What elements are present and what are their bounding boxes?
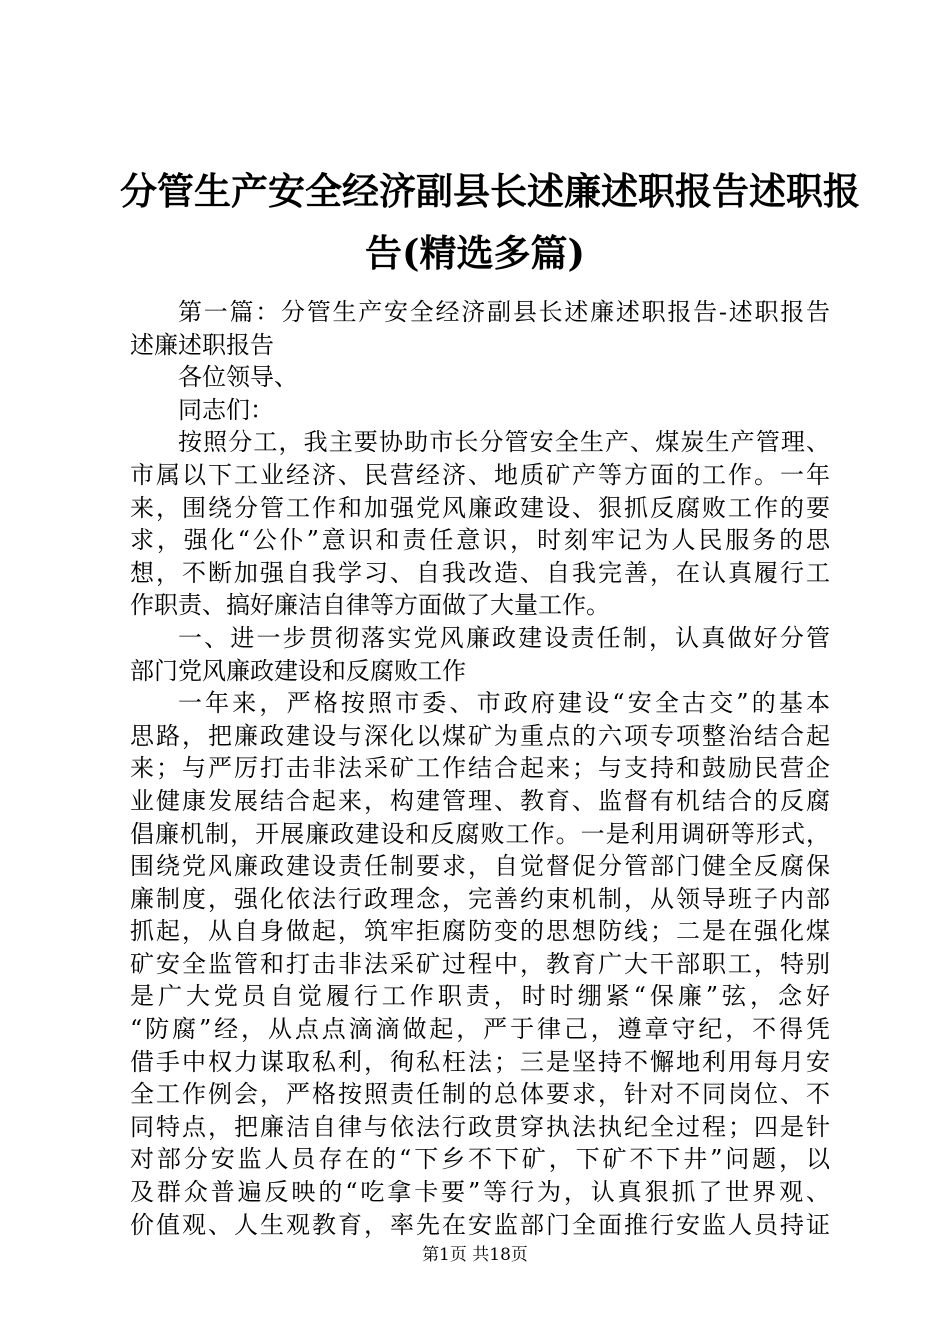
body-line: 矿安全监管和打击非法采矿过程中，教育广大干部职工，特别 bbox=[130, 949, 830, 978]
body-line: 来，围绕分管工作和加强党风廉政建设、狠抓反腐败工作的要 bbox=[130, 493, 830, 522]
body-line: 求，强化“公仆”意识和责任意识，时刻牢记为人民服务的思 bbox=[130, 526, 830, 555]
body-line: 是广大党员自觉履行工作职责，时时绷紧“保廉”弦，念好 bbox=[130, 982, 830, 1011]
body-line: “防腐”经，从点点滴滴做起，严于律己，遵章守纪，不得凭 bbox=[130, 1015, 830, 1044]
body-line: 借手中权力谋取私利，徇私枉法；三是坚持不懈地利用每月安 bbox=[130, 1047, 830, 1076]
page-footer: 第1页 共18页 bbox=[422, 1245, 528, 1265]
body-line: 同特点，把廉洁自律与依法行政贯穿执法执纪全过程；四是针 bbox=[130, 1112, 830, 1141]
body-line: 各位领导、 bbox=[178, 363, 298, 392]
body-line: 想，不断加强自我学习、自我改造、自我完善，在认真履行工 bbox=[130, 558, 830, 587]
body-line: 述廉述职报告 bbox=[130, 330, 274, 359]
body-line: 按照分工，我主要协助市长分管安全生产、煤炭生产管理、 bbox=[178, 428, 830, 457]
body-line: 一年来，严格按照市委、市政府建设“安全古交”的基本 bbox=[178, 689, 830, 718]
document-body bbox=[130, 296, 830, 1241]
body-line: 来；与严厉打击非法采矿工作结合起来；与支持和鼓励民营企 bbox=[130, 754, 830, 783]
body-line: 业健康发展结合起来，构建管理、教育、监督有机结合的反腐 bbox=[130, 786, 830, 815]
body-line: 思路，把廉政建设与深化以煤矿为重点的六项专项整治结合起 bbox=[130, 721, 830, 750]
title-line-1: 分管生产安全经济副县长述廉述职报告述职报 bbox=[120, 169, 860, 213]
body-line: 价值观、人生观教育，率先在安监部门全面推行安监人员持证 bbox=[130, 1210, 830, 1239]
body-line: 抓起，从自身做起，筑牢拒腐防变的思想防线；二是在强化煤 bbox=[130, 917, 830, 946]
body-line: 一、进一步贯彻落实党风廉政建设责任制，认真做好分管 bbox=[178, 623, 830, 652]
body-line: 市属以下工业经济、民营经济、地质矿产等方面的工作。一年 bbox=[130, 460, 830, 489]
body-line: 全工作例会，严格按照责任制的总体要求，针对不同岗位、不 bbox=[130, 1080, 830, 1109]
document-title bbox=[120, 160, 860, 284]
body-line: 围绕党风廉政建设责任制要求，自觉督促分管部门健全反腐保 bbox=[130, 852, 830, 881]
title-line-2: 告(精选多篇) bbox=[364, 231, 585, 275]
body-line: 及群众普遍反映的“吃拿卡要”等行为，认真狠抓了世界观、 bbox=[130, 1178, 830, 1207]
body-line: 廉制度，强化依法行政理念，完善约束机制，从领导班子内部 bbox=[130, 884, 830, 913]
body-line: 部门党风廉政建设和反腐败工作 bbox=[130, 656, 466, 685]
body-line: 第一篇：分管生产安全经济副县长述廉述职报告-述职报告 bbox=[178, 298, 830, 326]
body-line: 倡廉机制，开展廉政建设和反腐败工作。一是利用调研等形式， bbox=[130, 819, 830, 848]
body-line: 作职责、搞好廉洁自律等方面做了大量工作。 bbox=[130, 591, 610, 620]
body-line: 对部分安监人员存在的“下乡不下矿，下矿不下井”问题，以 bbox=[130, 1145, 830, 1174]
body-line: 同志们： bbox=[178, 395, 274, 424]
